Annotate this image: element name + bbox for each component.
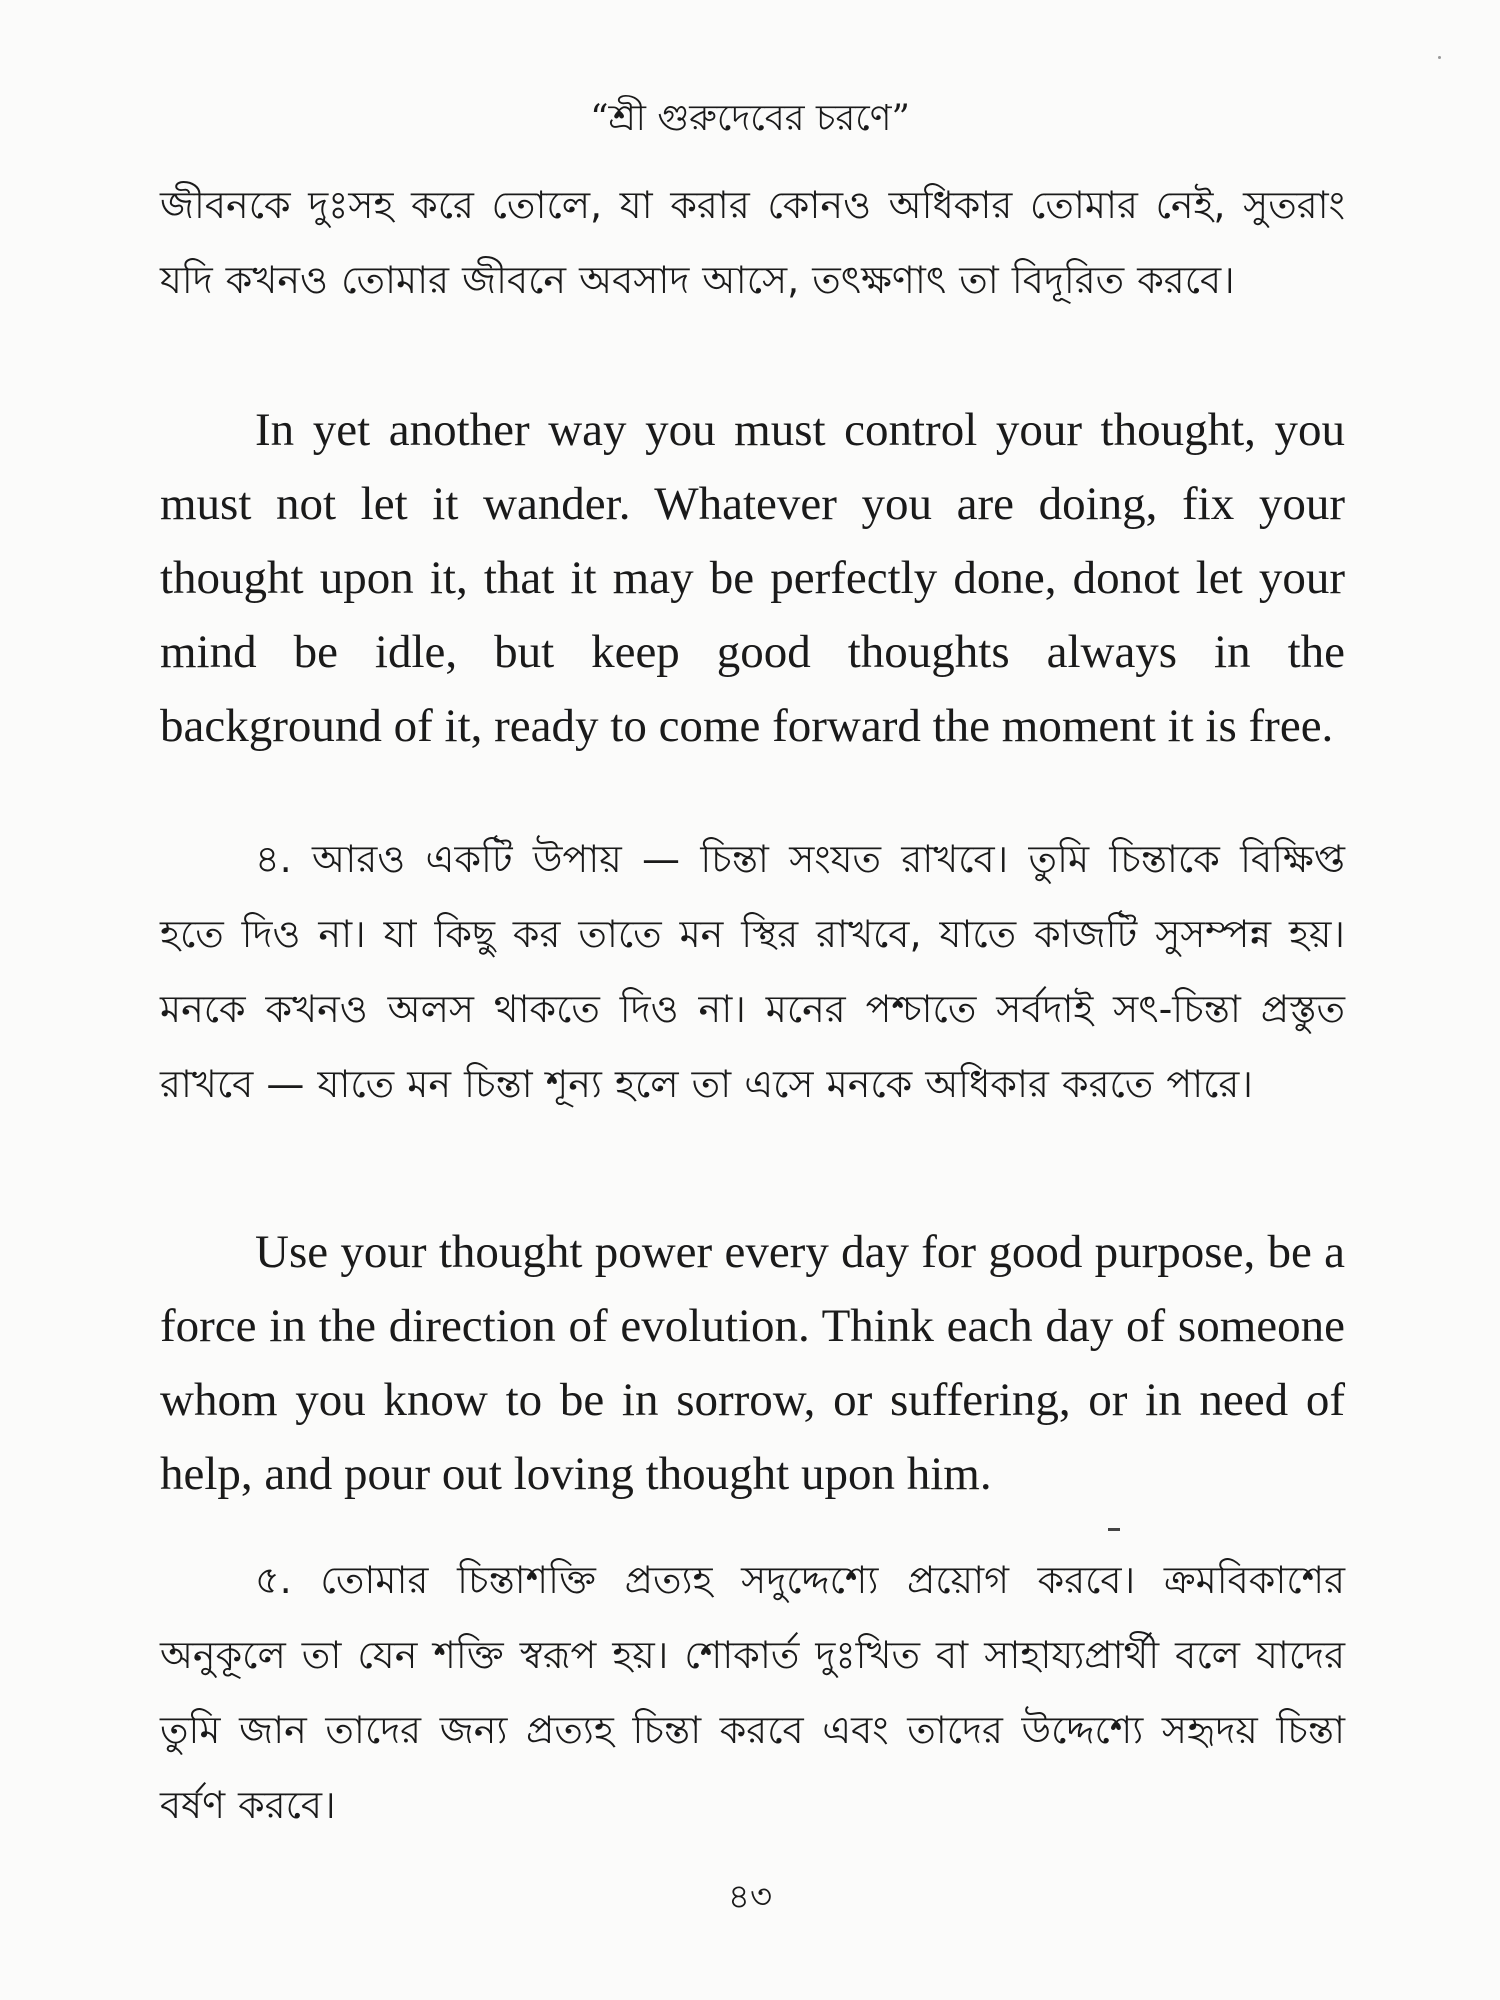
paragraph-english-2: Use your thought power every day for good purpose, be a force in the direction of evolution. Think each day of someone whom you know to be in sorrow, or suffering, or in need of help, and pour out loving thought upon him. [160,1226,1345,1500]
paragraph-bengali-1: জীবনকে দুঃসহ করে তোলে, যা করার কোনও অধিকার তোমার নেই, সুতরাং যদি কখনও তোমার জীবনে অবসাদ আসে, তৎক্ষণাৎ তা বিদূরিত করবে। [160,183,1345,302]
paragraph-bengali-3: ৫. তোমার চিন্তাশক্তি প্রত্যহ সদুদ্দেশ্যে প্রয়োগ করবে। ক্রমবিকাশের অনুকূলে তা যেন শক্তি স্বরূপ হয়। শোকার্ত দুঃখিত বা সাহায্যপ্রার্থী বলে যাদের তুমি জান তাদের জন্য প্রত্যহ চিন্তা করবে এবং তাদের উদ্দেশ্যে সহৃদয় চিন্তা বর্ষণ করবে। [160,1558,1345,1827]
running-head: “শ্রী গুরুদেবের চরণে” [590,98,910,139]
paragraph-bengali-2: ৪. আরও একটি উপায় — চিন্তা সংযত রাখবে। তুমি চিন্তাকে বিক্ষিপ্ত হতে দিও না। যা কিছু কর তাতে মন স্থির রাখবে, যাতে কাজটি সুসম্পন্ন হয়। মনকে কখনও অলস থাকতে দিও না। মনের পশ্চাতে সর্বদাই সৎ-চিন্তা প্রস্তুত রাখবে — যাতে মন চিন্তা শূন্য হলে তা এসে মনকে অধিকার করতে পারে। [160,837,1345,1106]
page-number: ৪৩ [727,1877,773,1917]
print-speck [1438,56,1441,59]
stray-mark [1108,1528,1120,1531]
paragraph-english-1: In yet another way you must control your thought, you must not let it wander. Whatever you are doing, fix your thought upon it, that it may be perfectly done, donot let your mind be idle, but keep good thoughts always in the background of it, ready to come forward the moment it is free. [160,404,1345,752]
